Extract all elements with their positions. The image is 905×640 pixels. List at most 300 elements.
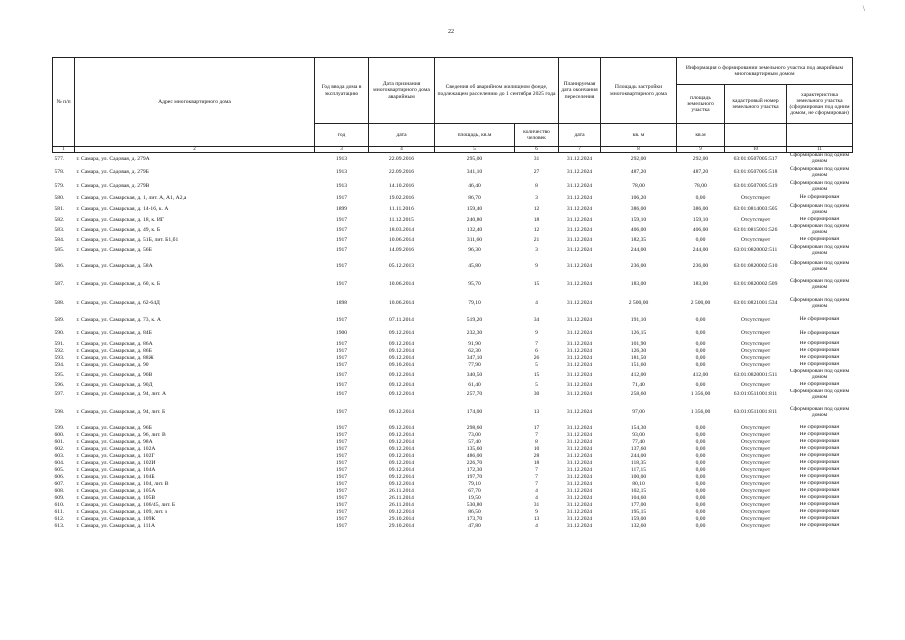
- cadastral-number-cell: 63:01:0820002:511: [733, 247, 778, 254]
- table-row: [53, 217, 853, 224]
- row-number: 583.: [54, 226, 65, 233]
- year-cell: 1917: [335, 459, 348, 466]
- land-area-cell: 0,00: [695, 236, 706, 243]
- header-year: Год ввода дома в эксплуатацию: [315, 58, 369, 124]
- column-number: 11: [787, 147, 853, 153]
- table-row: [53, 237, 853, 244]
- people-count-cell: 4: [535, 522, 538, 529]
- table-row: [53, 389, 853, 401]
- area-cell: 79,10: [468, 300, 481, 307]
- table-row: [53, 224, 853, 237]
- people-count-cell: 8: [535, 183, 538, 190]
- address-cell: г. Самара, ул. Самарская, д. 90: [76, 361, 149, 368]
- header-land-info: Информация о формировании земельного участка под аварийным многоквартирным домом: [677, 58, 853, 85]
- cadastral-number-cell: Отсутствует: [740, 515, 771, 522]
- column-number: 8: [601, 147, 677, 153]
- year-cell: 1917: [335, 452, 348, 459]
- row-number: 579.: [54, 183, 65, 190]
- cadastral-number-cell: 63:01:0820002:510: [733, 263, 778, 270]
- column-number: 5: [435, 147, 515, 153]
- building-area-cell: 236,00: [630, 263, 647, 270]
- cadastral-number-cell: Отсутствует: [740, 424, 771, 431]
- address-cell: г. Самара, ул. Садовая, д. 279В: [76, 183, 150, 190]
- land-area-cell: 0,00: [695, 515, 706, 522]
- land-area-cell: 0,00: [695, 424, 706, 431]
- year-cell: 1917: [335, 445, 348, 452]
- people-count-cell: 30: [533, 391, 540, 398]
- planned-date-cell: 31.12.2024: [566, 438, 593, 445]
- characteristic-cell: Не сформирован: [799, 473, 840, 480]
- characteristic-cell: Сформирован под одним домом: [789, 152, 850, 165]
- characteristic-cell: Сформирован под одним домом: [789, 165, 850, 178]
- row-number: 591.: [54, 340, 65, 347]
- corner-mark: \: [862, 4, 865, 13]
- characteristic-cell: Не сформирован: [799, 431, 840, 438]
- land-area-cell: 0,00: [695, 508, 706, 515]
- recognition-date-cell: 09.12.2014: [388, 431, 415, 438]
- building-area-cell: 177,00: [630, 501, 647, 508]
- address-cell: г. Самара, ул. Самарская, д. 106/45, лит. Б: [76, 501, 176, 508]
- people-count-cell: 7: [535, 480, 538, 487]
- characteristic-cell: Не сформирован: [799, 316, 840, 323]
- recognition-date-cell: 09.12.2014: [388, 473, 415, 480]
- row-number: 603.: [54, 452, 65, 459]
- recognition-date-cell: 10.06.2014: [388, 300, 415, 307]
- header-cadastral: кадастровый номер земельного участка: [725, 85, 787, 124]
- cadastral-number-cell: Отсутствует: [740, 330, 771, 337]
- address-cell: г. Самара, ул. Самарская, д. 94, лит. Б: [76, 409, 166, 416]
- land-area-cell: 386,00: [692, 206, 709, 213]
- row-number: 607.: [54, 480, 65, 487]
- people-count-cell: 15: [533, 371, 540, 378]
- recognition-date-cell: 07.11.2014: [389, 316, 414, 323]
- land-area-cell: 0,00: [695, 194, 706, 201]
- planned-date-cell: 31.12.2024: [566, 480, 593, 487]
- recognition-date-cell: 09.12.2014: [388, 330, 415, 337]
- land-area-cell: 412,00: [692, 371, 709, 378]
- land-area-cell: 0,00: [695, 316, 706, 323]
- area-cell: 295,00: [466, 156, 483, 163]
- table-row: [53, 180, 853, 194]
- building-area-cell: 154,30: [630, 424, 647, 431]
- building-area-cell: 77,40: [632, 438, 645, 445]
- table-row: [53, 488, 853, 495]
- cadastral-number-cell: Отсутствует: [740, 480, 771, 487]
- planned-date-cell: 31.12.2024: [566, 466, 593, 473]
- address-cell: г. Самара, ул. Самарская, д. 96, лит. В: [76, 431, 166, 438]
- people-count-cell: 8: [535, 438, 538, 445]
- table-row: [53, 294, 853, 314]
- characteristic-cell: Сформирован под одним домом: [789, 277, 850, 290]
- address-cell: г. Самара, ул. Самарская, д. 96Б: [76, 424, 152, 431]
- header-date-recognition: Дата признания многоквартирного дома аварийным: [369, 58, 435, 124]
- cadastral-number-cell: 63:01:0507005:519: [733, 183, 778, 190]
- row-number: 604.: [54, 459, 65, 466]
- planned-date-cell: 31.12.2024: [566, 452, 593, 459]
- address-cell: г. Самара, ул. Самарская, д. 51Б, лит. Б1,б1: [76, 236, 179, 243]
- building-area-cell: 78,00: [632, 183, 645, 190]
- characteristic-cell: Не сформирован: [799, 361, 840, 368]
- characteristic-cell: Не сформирован: [799, 329, 840, 336]
- header-planned-date: Планируемая дата окончания переселения: [559, 58, 601, 124]
- year-cell: 1913: [335, 183, 348, 190]
- people-count-cell: 12: [533, 206, 540, 213]
- table-row: [53, 348, 853, 355]
- unit-sqm: кв. м: [601, 124, 677, 147]
- area-cell: 298,60: [466, 424, 483, 431]
- column-number: 6: [515, 147, 559, 153]
- year-cell: 1917: [335, 487, 348, 494]
- row-number: 592.: [54, 347, 65, 354]
- planned-date-cell: 31.12.2024: [566, 431, 593, 438]
- table-row: [53, 258, 853, 276]
- people-count-cell: 17: [533, 424, 540, 431]
- address-cell: г. Самара, ул. Самарская, д. 111А: [76, 522, 155, 529]
- cadastral-number-cell: 63:01:0511001:811: [733, 391, 778, 398]
- year-cell: 1917: [335, 473, 348, 480]
- row-number: 599.: [54, 424, 65, 431]
- cadastral-number-cell: Отсутствует: [740, 340, 771, 347]
- area-cell: 240,80: [466, 216, 483, 223]
- row-number: 609.: [54, 494, 65, 501]
- year-cell: 1917: [335, 508, 348, 515]
- cadastral-number-cell: 63:01:0511001:811: [733, 409, 778, 416]
- row-number: 589.: [54, 316, 65, 323]
- cadastral-number-cell: Отсутствует: [740, 216, 771, 223]
- planned-date-cell: 31.12.2024: [566, 194, 593, 201]
- area-cell: 174,00: [466, 409, 483, 416]
- recognition-date-cell: 26.11.2014: [389, 487, 414, 494]
- characteristic-cell: Не сформирован: [799, 438, 840, 445]
- people-count-cell: 31: [533, 501, 540, 508]
- recognition-date-cell: 09.12.2014: [388, 371, 415, 378]
- people-count-cell: 7: [535, 340, 538, 347]
- recognition-date-cell: 09.12.2014: [388, 445, 415, 452]
- area-cell: 257,70: [466, 391, 483, 398]
- recognition-date-cell: 05.12.2013: [388, 263, 415, 270]
- year-cell: 1917: [335, 501, 348, 508]
- recognition-date-cell: 10.06.2014: [388, 281, 415, 288]
- building-area-cell: 80,10: [632, 480, 645, 487]
- area-cell: 159,40: [466, 206, 483, 213]
- year-cell: 1917: [335, 424, 348, 431]
- page-number: 22: [448, 29, 454, 35]
- planned-date-cell: 31.12.2024: [566, 501, 593, 508]
- land-area-cell: 0,00: [695, 459, 706, 466]
- cadastral-number-cell: Отсутствует: [740, 452, 771, 459]
- building-area-cell: 386,00: [630, 206, 647, 213]
- building-area-cell: 126,30: [630, 347, 647, 354]
- cadastral-number-cell: Отсутствует: [740, 431, 771, 438]
- row-number: 606.: [54, 473, 65, 480]
- recognition-date-cell: 10.06.2014: [388, 236, 415, 243]
- cadastral-number-cell: Отсутствует: [740, 501, 771, 508]
- area-cell: 530,80: [466, 501, 483, 508]
- characteristic-cell: Не сформирован: [799, 424, 840, 431]
- row-number: 588.: [54, 300, 65, 307]
- year-cell: 1917: [335, 340, 348, 347]
- planned-date-cell: 31.12.2024: [566, 281, 593, 288]
- column-number: 9: [677, 147, 725, 153]
- planned-date-cell: 31.12.2024: [566, 459, 593, 466]
- people-count-cell: 34: [533, 316, 540, 323]
- planned-date-cell: 31.12.2024: [566, 381, 593, 388]
- area-cell: 486,00: [466, 452, 483, 459]
- year-cell: 1913: [335, 156, 348, 163]
- characteristic-cell: Не сформирован: [799, 445, 840, 452]
- area-cell: 73,00: [468, 431, 481, 438]
- header-land-area: площадь земельного участка: [677, 85, 725, 124]
- building-area-cell: 118,35: [630, 459, 647, 466]
- people-count-cell: 26: [533, 354, 540, 361]
- address-cell: г. Самара, ул. Самарская, д. 84Б: [76, 330, 152, 337]
- row-number: 578.: [54, 169, 65, 176]
- area-cell: 340,50: [466, 371, 483, 378]
- column-number: 2: [75, 147, 315, 153]
- planned-date-cell: 31.12.2024: [566, 515, 593, 522]
- land-area-cell: 236,00: [692, 263, 709, 270]
- area-cell: 173,70: [466, 515, 483, 522]
- cadastral-number-cell: Отсутствует: [740, 445, 771, 452]
- building-area-cell: 406,00: [630, 226, 647, 233]
- row-number: 612.: [54, 515, 65, 522]
- row-number: 580.: [54, 194, 65, 201]
- year-cell: 1917: [335, 216, 348, 223]
- planned-date-cell: 31.12.2024: [566, 391, 593, 398]
- year-cell: 1917: [335, 466, 348, 473]
- area-cell: 46,40: [468, 183, 481, 190]
- cadastral-number-cell: Отсутствует: [740, 508, 771, 515]
- planned-date-cell: 31.12.2024: [566, 508, 593, 515]
- year-cell: 1917: [335, 431, 348, 438]
- year-cell: 1917: [335, 194, 348, 201]
- land-area-cell: 0,00: [695, 487, 706, 494]
- characteristic-cell: Не сформирован: [799, 347, 840, 354]
- address-cell: г. Самара, ул. Самарская, д. 105В: [76, 494, 156, 501]
- recognition-date-cell: 09.12.2014: [388, 340, 415, 347]
- area-cell: 67,70: [468, 487, 481, 494]
- header-address: Адрес многоквартирного дома: [75, 58, 315, 147]
- people-count-cell: 7: [535, 431, 538, 438]
- cadastral-number-cell: Отсутствует: [740, 361, 771, 368]
- cadastral-number-cell: Отсутствует: [740, 194, 771, 201]
- table-row: [53, 327, 853, 341]
- people-count-cell: 3: [535, 247, 538, 254]
- table-row: [53, 276, 853, 294]
- year-cell: 1917: [335, 354, 348, 361]
- cadastral-number-cell: Отсутствует: [740, 316, 771, 323]
- characteristic-cell: Сформирован под одним домом: [789, 368, 850, 380]
- row-number: 602.: [54, 445, 65, 452]
- unit-area: площадь, кв.м: [435, 124, 515, 147]
- year-cell: 1917: [335, 226, 348, 233]
- table-row: [53, 474, 853, 481]
- characteristic-cell: Сформирован под одним домом: [789, 202, 850, 215]
- people-count-cell: 4: [535, 300, 538, 307]
- cadastral-number-cell: Отсутствует: [740, 381, 771, 388]
- area-cell: 341,10: [466, 169, 483, 176]
- area-cell: 135,60: [466, 445, 483, 452]
- building-area-cell: 191,10: [630, 316, 647, 323]
- people-count-cell: 7: [535, 466, 538, 473]
- header-num: № п/п: [53, 58, 75, 147]
- cadastral-number-cell: Отсутствует: [740, 473, 771, 480]
- building-area-cell: 151,60: [630, 361, 647, 368]
- table-row: [53, 194, 853, 203]
- row-number: 610.: [54, 501, 65, 508]
- planned-date-cell: 31.12.2024: [566, 206, 593, 213]
- planned-date-cell: 31.12.2024: [566, 361, 593, 368]
- building-area-cell: 71,40: [632, 381, 645, 388]
- address-cell: г. Самара, ул. Самарская, д. 90В: [76, 371, 153, 378]
- table-row: [53, 432, 853, 439]
- cadastral-number-cell: 63:01:0815001:526: [733, 226, 778, 233]
- column-number: 10: [725, 147, 787, 153]
- recognition-date-cell: 09.12.2014: [388, 459, 415, 466]
- recognition-date-cell: 26.11.2014: [389, 494, 414, 501]
- recognition-date-cell: 14.09.2016: [388, 247, 415, 254]
- building-area-cell: 2 500,00: [628, 300, 649, 307]
- building-area-cell: 258,60: [630, 391, 647, 398]
- area-cell: 519,20: [466, 316, 483, 323]
- recognition-date-cell: 09.12.2014: [388, 424, 415, 431]
- cadastral-number-cell: Отсутствует: [740, 438, 771, 445]
- year-cell: 1917: [335, 480, 348, 487]
- table-row: [53, 439, 853, 446]
- people-count-cell: 4: [535, 494, 538, 501]
- land-area-cell: 0,00: [695, 494, 706, 501]
- unit-sqm-2: кв.м: [677, 124, 725, 147]
- column-number: 1: [53, 147, 75, 153]
- table-row: [53, 425, 853, 432]
- planned-date-cell: 31.12.2024: [566, 494, 593, 501]
- address-cell: г. Самара, ул. Самарская, д. 62-64Д: [76, 300, 160, 307]
- recognition-date-cell: 09.12.2014: [388, 391, 415, 398]
- planned-date-cell: 31.12.2024: [566, 247, 593, 254]
- housing-table: [52, 57, 853, 530]
- address-cell: г. Самара, ул. Самарская, д. 86Б: [76, 347, 152, 354]
- characteristic-cell: Не сформирован: [799, 354, 840, 361]
- characteristic-cell: Не сформирован: [799, 194, 840, 201]
- building-area-cell: 104,60: [630, 494, 647, 501]
- land-area-cell: 183,00: [692, 281, 709, 288]
- address-cell: г. Самара, ул. Самарская, д. 58А: [76, 263, 153, 270]
- characteristic-cell: Не сформирован: [799, 381, 840, 388]
- people-count-cell: 28: [533, 452, 540, 459]
- land-area-cell: 1 356,00: [690, 409, 711, 416]
- characteristic-cell: Не сформирован: [799, 515, 840, 522]
- land-area-cell: 0,00: [695, 466, 706, 473]
- recognition-date-cell: 11.12.2015: [389, 216, 414, 223]
- characteristic-cell: Не сформирован: [799, 452, 840, 459]
- table-row: [53, 446, 853, 453]
- people-count-cell: 5: [535, 361, 538, 368]
- area-cell: 132,40: [466, 226, 483, 233]
- cadastral-number-cell: Отсутствует: [740, 347, 771, 354]
- characteristic-cell: Сформирован под одним домом: [789, 223, 850, 235]
- address-cell: г. Самара, ул. Самарская, д. 109, лит. з: [76, 508, 167, 515]
- year-cell: 1917: [335, 391, 348, 398]
- unit-year: год: [315, 124, 369, 147]
- building-area-cell: 102,15: [630, 487, 647, 494]
- recognition-date-cell: 09.12.2014: [388, 452, 415, 459]
- table-row: [53, 453, 853, 460]
- header-characteristic: характеристика земельного участка (сформирован под одним домом, не сформирован): [787, 85, 853, 124]
- building-area-cell: 126,15: [630, 330, 647, 337]
- characteristic-cell: Не сформирован: [799, 501, 840, 508]
- planned-date-cell: 31.12.2024: [566, 316, 593, 323]
- table-header: [53, 58, 853, 153]
- table-row: [53, 355, 853, 362]
- table-row: [53, 516, 853, 523]
- header-relocation: Сведения об аварийном жилищном фонде, подлежащем расселению до 1 сентября 2025 года: [435, 58, 559, 124]
- area-cell: 61,40: [468, 381, 481, 388]
- address-cell: г. Самара, ул. Самарская, д. 1, лит. А, А1, А2,а: [76, 194, 187, 201]
- table-row: [53, 509, 853, 516]
- year-cell: 1917: [335, 361, 348, 368]
- planned-date-cell: 31.12.2024: [566, 300, 593, 307]
- land-area-cell: 0,00: [695, 452, 706, 459]
- characteristic-cell: Не сформирован: [799, 216, 840, 223]
- people-count-cell: 21: [533, 236, 540, 243]
- planned-date-cell: 31.12.2024: [566, 236, 593, 243]
- year-cell: 1899: [335, 206, 348, 213]
- recognition-date-cell: 09.12.2014: [388, 480, 415, 487]
- cadastral-number-cell: Отсутствует: [740, 522, 771, 529]
- address-cell: г. Самара, ул. Самарская, д. 18, к. ИГ: [76, 216, 165, 223]
- people-count-cell: 27: [533, 169, 540, 176]
- table-row: [53, 382, 853, 389]
- planned-date-cell: 31.12.2024: [566, 354, 593, 361]
- building-area-cell: 106,20: [630, 194, 647, 201]
- recognition-date-cell: 11.11.2016: [389, 206, 414, 213]
- recognition-date-cell: 29.10.2014: [388, 522, 415, 529]
- area-cell: 311,60: [466, 236, 483, 243]
- land-area-cell: 2 500,00: [690, 300, 711, 307]
- address-cell: г. Самара, ул. Самарская, д. 109К: [76, 515, 156, 522]
- address-cell: г. Самара, ул. Самарская, д. 102Г: [76, 452, 155, 459]
- land-area-cell: 0,00: [695, 501, 706, 508]
- address-cell: г. Самара, ул. Самарская, д. 104, лит. В: [76, 480, 169, 487]
- area-cell: 96,30: [468, 247, 481, 254]
- planned-date-cell: 31.12.2024: [566, 487, 593, 494]
- people-count-cell: 18: [533, 459, 540, 466]
- building-area-cell: 487,20: [630, 169, 647, 176]
- characteristic-cell: Не сформирован: [799, 522, 840, 529]
- people-count-cell: 9: [535, 508, 538, 515]
- land-area-cell: 0,00: [695, 445, 706, 452]
- land-area-cell: 0,00: [695, 438, 706, 445]
- planned-date-cell: 31.12.2024: [566, 156, 593, 163]
- year-cell: 1917: [335, 247, 348, 254]
- people-count-cell: 18: [533, 216, 540, 223]
- building-area-cell: 137,60: [630, 445, 647, 452]
- recognition-date-cell: 09.12.2014: [388, 409, 415, 416]
- recognition-date-cell: 09.12.2014: [388, 381, 415, 388]
- table-body: [53, 153, 853, 530]
- year-cell: 1917: [335, 381, 348, 388]
- land-area-cell: 159,10: [692, 216, 709, 223]
- land-area-cell: 0,00: [695, 522, 706, 529]
- address-cell: г. Самара, ул. Самарская, д. 60, к. Б: [76, 281, 161, 288]
- unit-date: дата: [369, 124, 435, 147]
- characteristic-cell: Не сформирован: [799, 466, 840, 473]
- row-number: 613.: [54, 522, 65, 529]
- area-cell: 91,90: [468, 340, 481, 347]
- table-row: [53, 314, 853, 327]
- planned-date-cell: 31.12.2024: [566, 347, 593, 354]
- year-cell: 1917: [335, 263, 348, 270]
